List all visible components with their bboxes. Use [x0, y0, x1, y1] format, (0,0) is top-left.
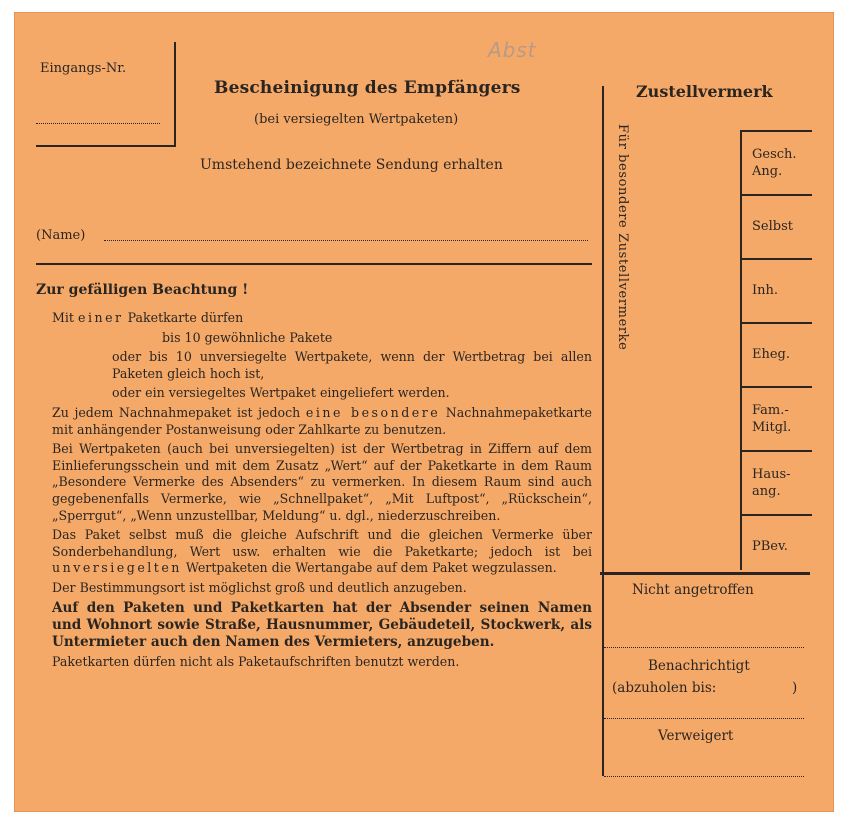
section-divider — [600, 572, 810, 575]
pickup-by-close: ) — [792, 680, 798, 696]
refused-label: Verweigert — [658, 728, 734, 744]
notes-intro: Mit einer Paketkarte dürfen — [52, 310, 244, 325]
not-found-field — [604, 647, 804, 648]
name-field — [104, 240, 588, 241]
notified-label: Benachrichtigt — [648, 658, 750, 674]
received-statement: Umstehend bezeichnete Sendung erhalten — [200, 157, 503, 173]
delivery-grid-border — [740, 130, 742, 570]
name-label: (Name) — [36, 228, 86, 243]
notes-paragraph: Zu jedem Nachnahmepaket ist jedoch eine besondere Nachnahmepaketkarte mit anhängender Postanweisung oder Zahlkarte zu benutzen. — [52, 404, 592, 437]
not-found-label: Nicht angetroffen — [632, 582, 754, 598]
column-divider — [602, 86, 604, 776]
notes-paragraph-bold: Auf den Paketen und Paketkarten hat der Absender seinen Namen und Wohnort sowie Straße, Hausnummer, Gebäudeteil, Stockwerk, als Untermieter auch den Namen des Vermieters, anzugeben. — [52, 599, 592, 650]
notes-paragraph: Der Bestimmungsort ist möglichst groß und deutlich anzugeben. — [52, 579, 467, 595]
perforated-edge — [8, 0, 18, 812]
delivery-grid-line — [740, 258, 812, 260]
notes-item: oder ein versiegeltes Wertpaket eingeliefert werden. — [112, 385, 450, 401]
notes-body — [36, 310, 592, 673]
receipt-box-border — [36, 145, 176, 147]
refused-field — [604, 776, 804, 777]
delivery-grid-line — [740, 194, 812, 196]
delivery-cell-label: Fam.- Mitgl. — [752, 403, 792, 435]
notified-field — [604, 718, 804, 719]
recipient-certificate-subtitle: (bei versiegelten Wertpaketen) — [254, 112, 459, 127]
delivery-cell-label: Inh. — [752, 283, 779, 298]
delivery-cell-label: Gesch. Ang. — [752, 147, 797, 179]
delivery-note-title: Zustellvermerk — [636, 82, 773, 101]
parcel-card — [14, 12, 834, 812]
receipt-number-field — [36, 123, 160, 124]
notes-item: oder bis 10 unversiegelte Wertpakete, wenn der Wertbetrag bei allen Paketen gleich hoch ist, — [112, 349, 592, 381]
delivery-cell-label: PBev. — [752, 539, 788, 554]
section-divider — [36, 263, 592, 265]
delivery-cell-label: Selbst — [752, 219, 793, 234]
recipient-certificate-title: Bescheinigung des Empfängers — [214, 78, 521, 98]
special-delivery-notes-label: Für besondere Zustellvermerke — [615, 124, 630, 351]
pickup-by-label: (abzuholen bis: — [612, 680, 717, 696]
notes-item: bis 10 gewöhnliche Pakete — [162, 329, 333, 345]
notes-paragraph: Das Paket selbst muß die gleiche Aufschrift und die gleichen Vermerke über Sonderbehandlung, Wert usw. erhalten wie die Paketkarte; jedoch ist bei unversiegelten Wertpaketen die Wertangabe auf dem Paket wegzulassen. — [52, 527, 592, 576]
notes-paragraph: Paketkarten dürfen nicht als Paketaufschriften benutzt werden. — [52, 653, 460, 669]
delivery-cell-label: Haus- ang. — [752, 467, 791, 499]
pencil-note: Abst — [488, 38, 537, 62]
receipt-number-label: Eingangs-Nr. — [40, 61, 127, 76]
receipt-box-border — [174, 42, 176, 146]
delivery-grid-line — [740, 130, 812, 132]
delivery-grid-line — [740, 322, 812, 324]
delivery-grid-line — [740, 514, 812, 516]
delivery-grid-line — [740, 450, 812, 452]
delivery-cell-label: Eheg. — [752, 347, 791, 362]
notes-heading: Zur gefälligen Beachtung ! — [36, 282, 249, 298]
notes-paragraph: Bei Wertpaketen (auch bei unversiegelten) ist der Wertbetrag in Ziffern auf dem Einlieferungsschein und mit dem Zusatz „Wert“ auf der Paketkarte in dem Raum „Besondere Vermerke des Absenders“ zu vermerken. In diesem Raum sind auch gegebenenfalls Vermerke, wie „Schnellpaket“, „Mit Luftpost“, „Rückschein“, „Sperrgut“, „Wenn unzustellbar, Meldung“ u. dgl., niederzuschreiben. — [52, 441, 592, 523]
delivery-grid-line — [740, 386, 812, 388]
